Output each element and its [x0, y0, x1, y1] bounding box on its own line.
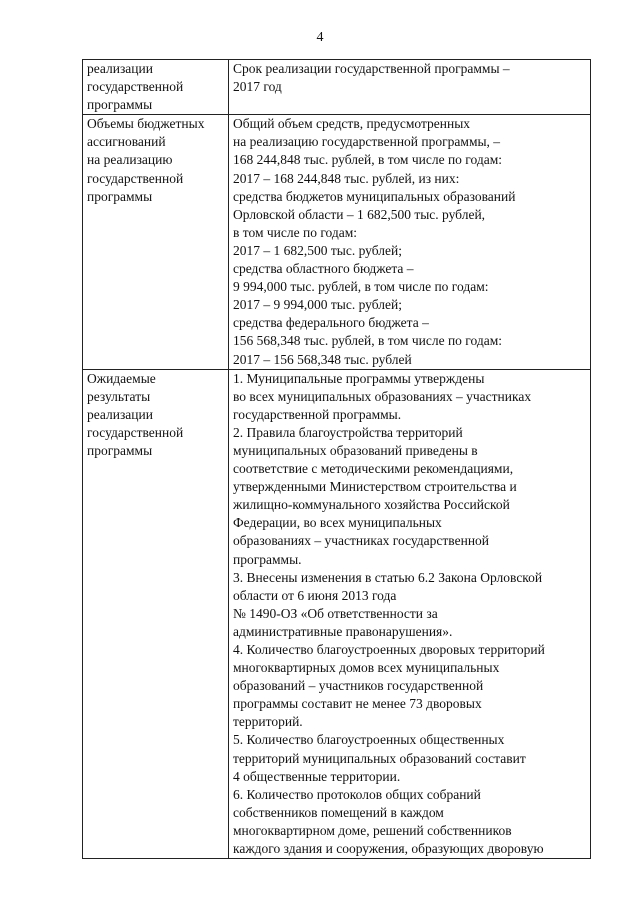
- value-line: 2017 – 156 568,348 тыс. рублей: [233, 351, 412, 367]
- value-line: средства областного бюджета –: [233, 261, 414, 277]
- value-line: жилищно-коммунального хозяйства Российской: [233, 497, 510, 513]
- value-line: Орловской области – 1 682,500 тыс. рублей,: [233, 206, 486, 222]
- row-value-cell: [229, 60, 591, 115]
- value-line: утвержденными Министерством строительства и: [233, 479, 517, 495]
- value-line: 168 244,848 тыс. рублей, в том числе по годам:: [233, 152, 503, 168]
- value-line: 6. Количество протоколов общих собраний: [233, 786, 481, 802]
- value-line: территорий муниципальных образований составит: [233, 750, 526, 766]
- expected-results-row: [83, 369, 591, 859]
- label-line: программы: [87, 442, 153, 458]
- row-label-cell: [83, 60, 229, 115]
- value-line: Общий объем средств, предусмотренных: [233, 116, 471, 132]
- value-line: 2. Правила благоустройства территорий: [233, 424, 463, 440]
- label-line: Объемы бюджетных: [87, 116, 205, 132]
- value-line: во всех муниципальных образованиях – участниках: [233, 388, 532, 404]
- value-line: программы составит не менее 73 дворовых: [233, 696, 482, 712]
- value-line: 3. Внесены изменения в статью 6.2 Закона Орловской: [233, 569, 543, 585]
- row-value-cell: [229, 115, 591, 369]
- label-line: на реализацию: [87, 152, 173, 168]
- value-line: 4. Количество благоустроенных дворовых территорий: [233, 642, 545, 657]
- label-line: государственной: [87, 170, 184, 186]
- page-number: 4: [316, 30, 324, 45]
- label-line: Ожидаемые: [87, 370, 156, 386]
- value-line: 2017 – 168 244,848 тыс. рублей, из них:: [233, 170, 460, 186]
- row-label-cell: [83, 115, 229, 369]
- label-line: программы: [87, 97, 153, 113]
- value-line: средства бюджетов муниципальных образований: [233, 188, 516, 204]
- label-line: реализации: [87, 61, 153, 76]
- value-line: программы.: [233, 551, 302, 567]
- value-line: административные правонарушения».: [233, 623, 453, 639]
- value-line: 156 568,348 тыс. рублей, в том числе по годам:: [233, 333, 503, 349]
- value-line: многоквартирном доме, решений собственников: [233, 822, 512, 838]
- label-line: ассигнований: [87, 134, 166, 150]
- implementation-period-row: [83, 60, 591, 115]
- value-line: в том числе по годам:: [233, 224, 358, 240]
- row-label-cell: [83, 369, 229, 859]
- value-line: многоквартирных домов всех муниципальных: [233, 660, 500, 676]
- value-line: Федерации, во всех муниципальных: [233, 515, 442, 531]
- value-line: территорий.: [233, 714, 303, 730]
- value-line: государственной программы.: [233, 406, 402, 422]
- value-line: соответствие с методическими рекомендациями,: [233, 461, 514, 477]
- value-line: 2017 – 1 682,500 тыс. рублей;: [233, 242, 402, 258]
- label-line: государственной: [87, 79, 184, 95]
- value-line: каждого здания и сооружения, образующих дворовую: [233, 841, 544, 857]
- label-line: программы: [87, 188, 153, 204]
- budget-allocation-row: [83, 115, 591, 369]
- value-line: 2017 – 9 994,000 тыс. рублей;: [233, 297, 402, 313]
- label-line: реализации: [87, 406, 153, 422]
- program-passport-table: [82, 59, 591, 859]
- value-line: 5. Количество благоустроенных общественных: [233, 732, 505, 748]
- value-line: образованиях – участниках государственной: [233, 533, 490, 549]
- value-line: области от 6 июня 2013 года: [233, 587, 397, 603]
- value-line: № 1490-ОЗ «Об ответственности за: [233, 605, 438, 621]
- value-line: средства федерального бюджета –: [233, 315, 429, 331]
- value-line: 9 994,000 тыс. рублей, в том числе по годам:: [233, 279, 489, 295]
- value-line: муниципальных образований приведены в: [233, 442, 478, 458]
- label-line: государственной: [87, 424, 184, 440]
- value-line: Срок реализации государственной программы –: [233, 61, 510, 76]
- value-line: 1. Муниципальные программы утверждены: [233, 370, 485, 386]
- value-line: 4 общественные территории.: [233, 768, 401, 784]
- label-line: результаты: [87, 388, 151, 404]
- value-line: образований – участников государственной: [233, 678, 484, 694]
- value-line: собственников помещений в каждом: [233, 804, 444, 820]
- value-line: на реализацию государственной программы, –: [233, 134, 501, 150]
- value-line: 2017 год: [233, 79, 282, 95]
- row-value-cell: [229, 369, 591, 859]
